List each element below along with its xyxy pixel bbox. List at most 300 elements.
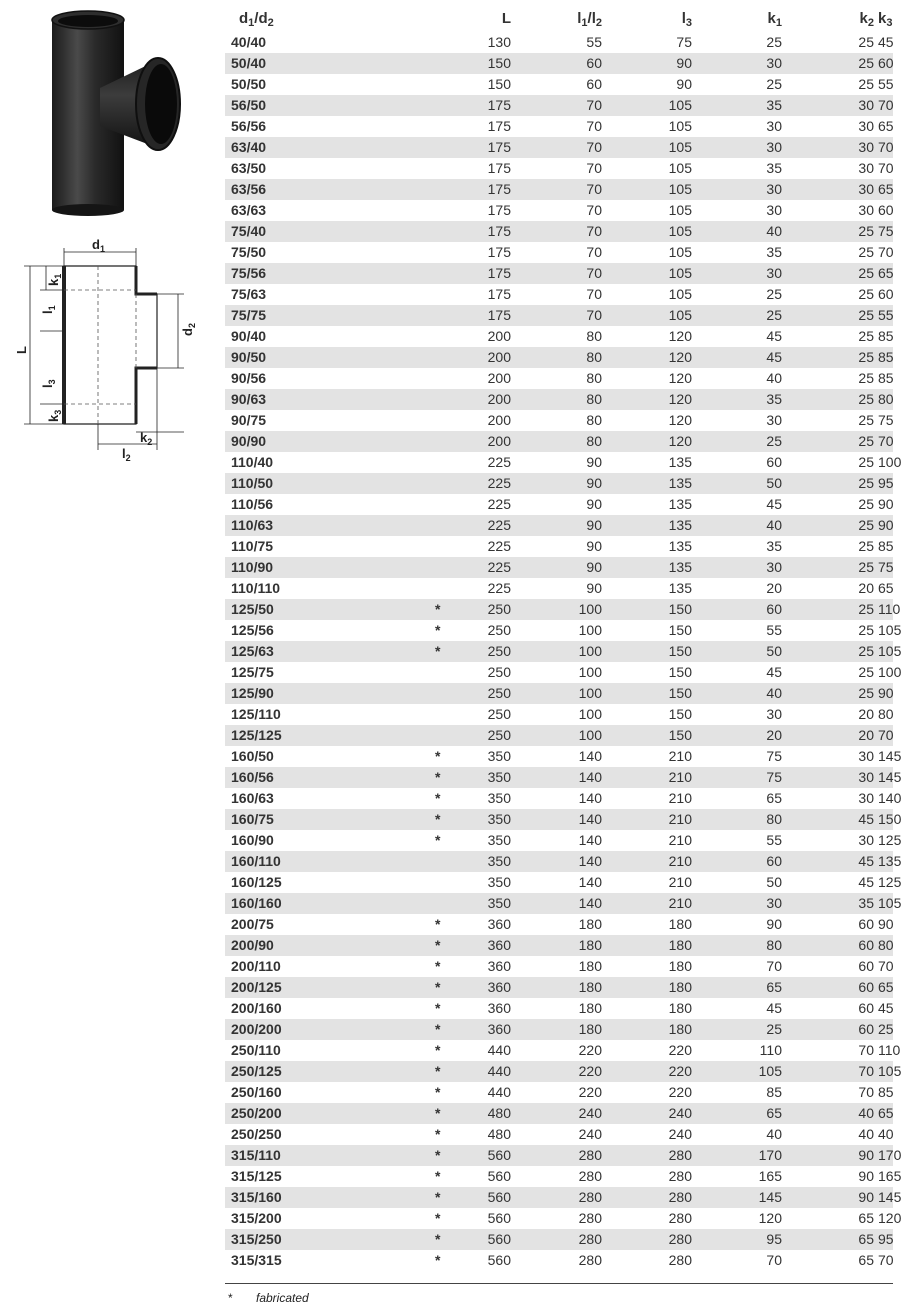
dimension-table bbox=[225, 4, 901, 1271]
cell-k1: 105 bbox=[696, 1061, 786, 1082]
cell-l1l2: 90 bbox=[515, 473, 606, 494]
table-row bbox=[225, 914, 893, 935]
cell-L: 225 bbox=[425, 473, 515, 494]
cell-k1: 35 bbox=[766, 244, 782, 260]
cell-d1d2: 56/56 bbox=[231, 118, 267, 134]
cell-mark bbox=[325, 305, 425, 326]
cell-k2: 70 bbox=[858, 1084, 874, 1100]
cell-mark bbox=[325, 431, 425, 452]
cell-mark bbox=[325, 557, 425, 578]
cell-k2: 25 bbox=[858, 538, 874, 554]
table-row bbox=[225, 578, 893, 599]
header-mark bbox=[325, 4, 425, 32]
cell-d1d2: 50/40 bbox=[225, 53, 325, 74]
cell-k1: 75 bbox=[766, 748, 782, 764]
cell-k3: 60 bbox=[878, 202, 894, 218]
cell-L: 225 bbox=[425, 557, 515, 578]
cell-l1l2: 280 bbox=[578, 1210, 602, 1226]
cell-k3: 65 bbox=[878, 580, 894, 596]
cell-k3: 165 bbox=[878, 1168, 901, 1184]
cell-k1: 65 bbox=[766, 790, 782, 806]
cell-k2: 30 bbox=[858, 160, 874, 176]
table-row bbox=[225, 116, 893, 137]
cell-k3: 85 bbox=[878, 538, 894, 554]
cell-l1l2: 70 bbox=[586, 286, 602, 302]
cell-mark bbox=[325, 410, 425, 431]
cell-k1: 60 bbox=[766, 454, 782, 470]
cell-k2: 40 bbox=[786, 1103, 878, 1124]
cell-L: 360 bbox=[425, 1019, 515, 1040]
cell-k2: 70 bbox=[858, 1042, 874, 1058]
cell-L: 175 bbox=[425, 305, 515, 326]
cell-L: 560 bbox=[425, 1145, 515, 1166]
table-row bbox=[225, 788, 893, 809]
cell-l3: 105 bbox=[606, 221, 696, 242]
table-row bbox=[225, 830, 893, 851]
cell-d1d2: 160/110 bbox=[225, 851, 325, 872]
cell-l3: 180 bbox=[606, 935, 696, 956]
footnote-divider bbox=[225, 1283, 893, 1284]
cell-k2: 25 bbox=[786, 347, 878, 368]
cell-L: 225 bbox=[425, 515, 515, 536]
cell-d1d2: 90/50 bbox=[225, 347, 325, 368]
cell-k1: 30 bbox=[696, 557, 786, 578]
cell-k1: 65 bbox=[696, 977, 786, 998]
cell-mark bbox=[325, 851, 425, 872]
cell-k1: 45 bbox=[766, 328, 782, 344]
cell-L: 440 bbox=[487, 1042, 511, 1058]
cell-k3: 110 bbox=[878, 1042, 901, 1058]
cell-l3: 105 bbox=[606, 179, 696, 200]
cell-l3: 120 bbox=[668, 328, 692, 344]
table-row bbox=[225, 683, 893, 704]
cell-l3: 220 bbox=[668, 1042, 692, 1058]
cell-l3: 135 bbox=[606, 515, 696, 536]
cell-mark bbox=[325, 221, 425, 242]
table-row bbox=[225, 977, 893, 998]
cell-mark bbox=[325, 242, 425, 263]
cell-k1: 85 bbox=[766, 1084, 782, 1100]
cell-l3: 280 bbox=[606, 1229, 696, 1250]
cell-mark bbox=[325, 263, 425, 284]
cell-l3: 240 bbox=[606, 1103, 696, 1124]
cell-l1l2: 240 bbox=[578, 1126, 602, 1142]
cell-l3: 120 bbox=[606, 389, 696, 410]
cell-d1d2: 315/110 bbox=[225, 1145, 325, 1166]
cell-L: 250 bbox=[425, 725, 515, 746]
cell-L: 560 bbox=[425, 1229, 515, 1250]
cell-d1d2: 110/56 bbox=[231, 496, 274, 512]
cell-l3: 280 bbox=[606, 1145, 696, 1166]
cell-l3: 180 bbox=[668, 1000, 692, 1016]
cell-k3: 75 bbox=[878, 557, 893, 578]
header-l1l2: $l_1/l_2$ bbox=[577, 9, 602, 29]
cell-L: 360 bbox=[487, 1000, 511, 1016]
cell-mark: * bbox=[435, 1168, 441, 1184]
cell-k2: 30 bbox=[786, 179, 878, 200]
cell-k2: 25 bbox=[786, 305, 878, 326]
cell-L: 175 bbox=[487, 118, 511, 134]
tee-dimension-diagram bbox=[12, 236, 202, 462]
cell-L: 175 bbox=[487, 286, 511, 302]
cell-l1l2: 80 bbox=[586, 370, 602, 386]
footnote-mark: * bbox=[228, 1291, 233, 1305]
cell-mark: * bbox=[435, 958, 441, 974]
cell-k3: 60 bbox=[878, 53, 893, 74]
cell-L: 250 bbox=[425, 641, 515, 662]
cell-k3: 95 bbox=[878, 1229, 893, 1250]
cell-k2: 30 bbox=[786, 767, 878, 788]
cell-k2: 90 bbox=[858, 1168, 874, 1184]
table-row bbox=[225, 809, 893, 830]
cell-k1: 40 bbox=[696, 683, 786, 704]
table-row bbox=[225, 473, 893, 494]
cell-d1d2: 315/315 bbox=[231, 1252, 282, 1268]
cell-l1l2: 240 bbox=[515, 1103, 606, 1124]
cell-k3: 90 bbox=[878, 683, 893, 704]
cell-l3: 105 bbox=[606, 305, 696, 326]
cell-mark: * bbox=[435, 790, 441, 806]
table-row bbox=[225, 1208, 893, 1229]
cell-l3: 105 bbox=[668, 160, 692, 176]
cell-k3: 75 bbox=[878, 221, 893, 242]
table-row bbox=[225, 368, 893, 389]
cell-k1: 80 bbox=[696, 935, 786, 956]
cell-k2: 25 bbox=[858, 34, 874, 50]
cell-d1d2: 110/63 bbox=[225, 515, 325, 536]
cell-k3: 80 bbox=[878, 706, 894, 722]
cell-L: 480 bbox=[425, 1103, 515, 1124]
cell-mark bbox=[325, 578, 425, 599]
cell-k1: 30 bbox=[766, 706, 782, 722]
cell-mark bbox=[325, 683, 425, 704]
table-row bbox=[225, 620, 893, 641]
table-row bbox=[225, 935, 893, 956]
table-body bbox=[225, 32, 901, 1271]
cell-k1: 60 bbox=[696, 599, 786, 620]
cell-l3: 120 bbox=[606, 347, 696, 368]
cell-k3: 170 bbox=[878, 1145, 893, 1166]
table-row bbox=[225, 599, 893, 620]
cell-mark bbox=[325, 116, 425, 137]
cell-l3: 135 bbox=[606, 557, 696, 578]
cell-k2: 65 bbox=[786, 1229, 878, 1250]
cell-l1l2: 70 bbox=[515, 95, 606, 116]
tee-fitting-photo bbox=[40, 8, 200, 218]
cell-k1: 45 bbox=[766, 664, 782, 680]
table-row bbox=[225, 851, 893, 872]
cell-k1: 30 bbox=[696, 137, 786, 158]
cell-k3: 70 bbox=[878, 958, 894, 974]
cell-k2: 25 bbox=[858, 370, 874, 386]
cell-mark: * bbox=[325, 599, 425, 620]
cell-mark bbox=[325, 326, 425, 347]
cell-l3: 210 bbox=[668, 790, 692, 806]
cell-k2: 30 bbox=[786, 95, 878, 116]
cell-k1: 20 bbox=[696, 725, 786, 746]
cell-k3: 125 bbox=[878, 874, 901, 890]
cell-k2: 25 bbox=[786, 599, 878, 620]
cell-k1: 60 bbox=[696, 851, 786, 872]
cell-l1l2: 140 bbox=[515, 809, 606, 830]
cell-mark bbox=[325, 347, 425, 368]
cell-l1l2: 70 bbox=[586, 202, 602, 218]
cell-L: 200 bbox=[425, 389, 515, 410]
label-l3: $l_3$ bbox=[40, 379, 57, 388]
cell-k1: 70 bbox=[766, 1252, 782, 1268]
cell-d1d2: 75/50 bbox=[231, 244, 267, 260]
cell-l3: 210 bbox=[606, 851, 696, 872]
cell-d1d2: 160/75 bbox=[225, 809, 325, 830]
cell-k2: 25 bbox=[858, 622, 874, 638]
cell-l1l2: 70 bbox=[515, 263, 606, 284]
cell-l3: 135 bbox=[668, 454, 692, 470]
cell-mark bbox=[325, 53, 425, 74]
cell-L: 560 bbox=[487, 1252, 511, 1268]
cell-d1d2: 250/110 bbox=[231, 1042, 281, 1058]
cell-l1l2: 140 bbox=[515, 893, 606, 914]
cell-d1d2: 110/40 bbox=[231, 454, 274, 470]
cell-l1l2: 60 bbox=[515, 53, 606, 74]
cell-L: 175 bbox=[425, 221, 515, 242]
table-row bbox=[225, 452, 893, 473]
cell-k1: 80 bbox=[696, 809, 786, 830]
cell-L: 175 bbox=[425, 263, 515, 284]
cell-d1d2: 90/75 bbox=[231, 412, 267, 428]
cell-L: 360 bbox=[487, 958, 511, 974]
cell-k2: 25 bbox=[786, 389, 878, 410]
table-row bbox=[225, 515, 893, 536]
cell-L: 200 bbox=[425, 431, 515, 452]
cell-L: 225 bbox=[487, 580, 511, 596]
header-L: L bbox=[501, 9, 511, 27]
cell-mark bbox=[325, 494, 425, 515]
cell-l3: 280 bbox=[606, 1187, 696, 1208]
label-L: L bbox=[14, 346, 29, 354]
table-row bbox=[225, 1103, 893, 1124]
table-row bbox=[225, 536, 893, 557]
cell-l1l2: 140 bbox=[515, 851, 606, 872]
cell-L: 200 bbox=[425, 347, 515, 368]
cell-l3: 75 bbox=[676, 34, 692, 50]
label-d1: $d_1$ bbox=[92, 237, 105, 254]
cell-d1d2: 160/56 bbox=[225, 767, 325, 788]
cell-k1: 50 bbox=[696, 473, 786, 494]
cell-mark: * bbox=[325, 1019, 425, 1040]
table-row bbox=[225, 1124, 893, 1145]
cell-l1l2: 55 bbox=[586, 34, 602, 50]
cell-mark: * bbox=[435, 1252, 441, 1268]
table-row bbox=[225, 1061, 893, 1082]
cell-d1d2: 250/250 bbox=[231, 1126, 282, 1142]
cell-l3: 105 bbox=[668, 244, 692, 260]
cell-k1: 55 bbox=[766, 622, 782, 638]
cell-k3: 45 bbox=[878, 1000, 894, 1016]
cell-L: 560 bbox=[425, 1187, 515, 1208]
cell-l3: 150 bbox=[668, 622, 692, 638]
cell-mark: * bbox=[325, 1187, 425, 1208]
footnote-text: fabricated bbox=[256, 1291, 309, 1305]
cell-k3: 25 bbox=[878, 1019, 893, 1040]
cell-l3: 90 bbox=[606, 53, 696, 74]
cell-k2: 20 bbox=[858, 580, 874, 596]
cell-l3: 210 bbox=[668, 832, 692, 848]
cell-mark: * bbox=[325, 977, 425, 998]
cell-L: 250 bbox=[487, 706, 511, 722]
cell-l3: 150 bbox=[606, 725, 696, 746]
cell-k2: 40 bbox=[858, 1126, 874, 1142]
cell-L: 360 bbox=[425, 977, 515, 998]
cell-k2: 25 bbox=[858, 328, 874, 344]
cell-k2: 25 bbox=[786, 221, 878, 242]
cell-l1l2: 90 bbox=[586, 496, 602, 512]
cell-l1l2: 100 bbox=[578, 664, 602, 680]
cell-mark: * bbox=[325, 1229, 425, 1250]
table-row bbox=[225, 662, 893, 683]
cell-d1d2: 200/75 bbox=[231, 916, 274, 932]
cell-k1: 35 bbox=[696, 95, 786, 116]
cell-d1d2: 110/50 bbox=[225, 473, 325, 494]
cell-d1d2: 315/160 bbox=[225, 1187, 325, 1208]
cell-l3: 210 bbox=[668, 748, 692, 764]
cell-k1: 55 bbox=[766, 832, 782, 848]
cell-d1d2: 75/40 bbox=[225, 221, 325, 242]
table-row bbox=[225, 137, 893, 158]
cell-l3: 180 bbox=[606, 977, 696, 998]
cell-k2: 25 bbox=[858, 244, 874, 260]
cell-k3: 110 bbox=[878, 599, 893, 620]
cell-k3: 85 bbox=[878, 347, 893, 368]
cell-L: 440 bbox=[487, 1084, 511, 1100]
cell-l3: 105 bbox=[668, 118, 692, 134]
cell-k2: 30 bbox=[858, 748, 874, 764]
cell-mark bbox=[325, 872, 425, 893]
cell-L: 225 bbox=[487, 496, 511, 512]
cell-l1l2: 180 bbox=[578, 1000, 602, 1016]
cell-l1l2: 80 bbox=[515, 389, 606, 410]
cell-d1d2: 125/50 bbox=[225, 599, 325, 620]
cell-k2: 25 bbox=[858, 664, 874, 680]
cell-mark: * bbox=[325, 1145, 425, 1166]
cell-k3: 70 bbox=[878, 725, 893, 746]
cell-k3: 80 bbox=[878, 935, 893, 956]
cell-k1: 25 bbox=[766, 34, 782, 50]
cell-k2: 20 bbox=[786, 725, 878, 746]
cell-k2: 35 bbox=[786, 893, 878, 914]
cell-l1l2: 70 bbox=[515, 179, 606, 200]
cell-mark bbox=[325, 893, 425, 914]
cell-k1: 25 bbox=[766, 76, 782, 92]
cell-l3: 280 bbox=[668, 1252, 692, 1268]
cell-k1: 25 bbox=[766, 286, 782, 302]
cell-k2: 25 bbox=[786, 473, 878, 494]
cell-l1l2: 280 bbox=[578, 1168, 602, 1184]
cell-k2: 30 bbox=[786, 137, 878, 158]
cell-mark: * bbox=[435, 748, 441, 764]
cell-mark bbox=[325, 179, 425, 200]
cell-l3: 210 bbox=[606, 809, 696, 830]
cell-d1d2: 160/125 bbox=[231, 874, 282, 890]
cell-k3: 55 bbox=[878, 305, 893, 326]
cell-d1d2: 63/40 bbox=[225, 137, 325, 158]
cell-mark: * bbox=[435, 1126, 441, 1142]
table-row bbox=[225, 326, 893, 347]
cell-k2: 30 bbox=[858, 118, 874, 134]
table-row bbox=[225, 557, 893, 578]
label-k1: $k_1$ bbox=[46, 273, 63, 286]
cell-k1: 30 bbox=[696, 263, 786, 284]
table-row bbox=[225, 998, 893, 1019]
label-l2: $l_2$ bbox=[122, 446, 131, 463]
table-row bbox=[225, 263, 893, 284]
cell-l1l2: 80 bbox=[586, 328, 602, 344]
cell-L: 225 bbox=[487, 454, 511, 470]
cell-k2: 30 bbox=[858, 202, 874, 218]
cell-d1d2: 40/40 bbox=[231, 34, 267, 50]
cell-k2: 25 bbox=[786, 263, 878, 284]
cell-l3: 105 bbox=[606, 263, 696, 284]
cell-l3: 150 bbox=[668, 664, 692, 680]
cell-L: 350 bbox=[425, 893, 515, 914]
cell-k2: 25 bbox=[858, 286, 874, 302]
cell-l1l2: 280 bbox=[515, 1145, 606, 1166]
cell-L: 225 bbox=[487, 538, 511, 554]
cell-L: 350 bbox=[487, 874, 511, 890]
cell-l1l2: 60 bbox=[586, 76, 602, 92]
cell-l1l2: 100 bbox=[515, 599, 606, 620]
cell-k3: 65 bbox=[878, 977, 893, 998]
cell-l1l2: 70 bbox=[515, 137, 606, 158]
cell-k1: 35 bbox=[766, 538, 782, 554]
cell-L: 480 bbox=[487, 1126, 511, 1142]
cell-L: 175 bbox=[425, 95, 515, 116]
cell-L: 250 bbox=[487, 622, 511, 638]
cell-mark bbox=[325, 95, 425, 116]
table-row bbox=[225, 200, 893, 221]
cell-k1: 30 bbox=[696, 53, 786, 74]
cell-k3: 85 bbox=[878, 370, 894, 386]
cell-k1: 40 bbox=[766, 370, 782, 386]
cell-l1l2: 70 bbox=[586, 118, 602, 134]
cell-L: 175 bbox=[487, 160, 511, 176]
cell-d1d2: 250/200 bbox=[225, 1103, 325, 1124]
cell-k2: 25 bbox=[786, 431, 878, 452]
cell-L: 200 bbox=[487, 370, 511, 386]
cell-l3: 90 bbox=[676, 76, 692, 92]
cell-k2: 30 bbox=[858, 790, 874, 806]
cell-k2: 25 bbox=[786, 53, 878, 74]
cell-k1: 25 bbox=[696, 431, 786, 452]
cell-k3: 70 bbox=[878, 137, 893, 158]
cell-k3: 65 bbox=[878, 118, 894, 134]
cell-l1l2: 70 bbox=[515, 305, 606, 326]
cell-l3: 135 bbox=[668, 580, 692, 596]
cell-k2: 25 bbox=[858, 496, 874, 512]
cell-l3: 150 bbox=[668, 706, 692, 722]
table-row bbox=[225, 1250, 893, 1271]
cell-l3: 105 bbox=[606, 95, 696, 116]
table-row bbox=[225, 179, 893, 200]
cell-d1d2: 90/56 bbox=[231, 370, 267, 386]
cell-d1d2: 200/160 bbox=[231, 1000, 282, 1016]
cell-k3: 55 bbox=[878, 76, 894, 92]
cell-mark bbox=[325, 473, 425, 494]
cell-L: 560 bbox=[487, 1210, 511, 1226]
cell-k2: 25 bbox=[858, 76, 874, 92]
cell-k1: 40 bbox=[766, 1126, 782, 1142]
cell-l3: 280 bbox=[668, 1168, 692, 1184]
cell-l1l2: 280 bbox=[578, 1252, 602, 1268]
